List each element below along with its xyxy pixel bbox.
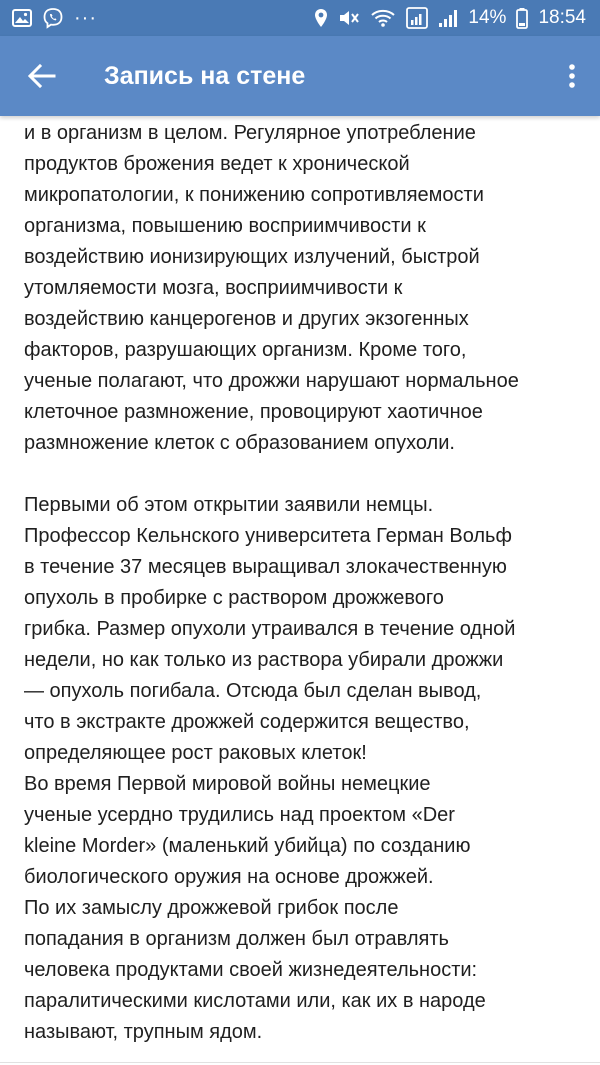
text-line: человека продуктами своей жизнедеятельности: <box>24 959 478 981</box>
back-button[interactable] <box>24 58 60 94</box>
more-options-button[interactable] <box>560 58 584 94</box>
text-line: утомляемости мозга, восприимчивости к <box>24 277 403 299</box>
text-line: По их замыслу дрожжевой грибок после <box>24 897 399 919</box>
text-line: Профессор Кельнского университета Герман Вольф <box>24 525 512 547</box>
text-line: в течение 37 месяцев выращивал злокачественную <box>24 556 507 578</box>
mute-icon <box>338 7 360 29</box>
more-notifications-indicator: ··· <box>74 6 97 29</box>
viber-icon <box>42 7 64 29</box>
text-line: ученые усердно трудились над проектом «Der <box>24 804 455 826</box>
status-left <box>12 7 97 30</box>
arrow-left-icon <box>28 64 56 88</box>
post-content <box>0 116 600 1065</box>
text-line: называют, трупным ядом. <box>24 1021 263 1043</box>
app-toolbar <box>0 36 600 116</box>
post-paragraph <box>24 490 600 1048</box>
text-line: и в организм в целом. Регулярное употребление <box>24 122 476 144</box>
text-line: размножение клеток с образованием опухоли. <box>24 432 455 454</box>
text-line: Первыми об этом открытии заявили немцы. <box>24 494 434 516</box>
text-line: недели, но как только из раствора убирали дрожжи <box>24 649 504 671</box>
text-line: Во время Первой мировой войны немецкие <box>24 773 431 795</box>
signal-icon <box>438 7 458 29</box>
gallery-icon <box>12 7 32 29</box>
text-line: воздействию канцерогенов и других экзогенных <box>24 308 469 330</box>
clock: 18:54 <box>538 7 586 28</box>
sim-signal-icon <box>406 7 428 29</box>
text-line: воздействию ионизирующих излучений, быстрой <box>24 246 480 268</box>
battery-percent: 14% <box>468 7 507 28</box>
text-line: ученые полагают, что дрожжи нарушают нормальное <box>24 370 519 392</box>
text-line: клеточное размножение, провоцируют хаотичное <box>24 401 483 423</box>
text-line: паралитическими кислотами или, как их в народе <box>24 990 486 1012</box>
text-line: организма, повышению восприимчивости к <box>24 215 426 237</box>
battery-icon <box>516 7 528 29</box>
wifi-icon <box>370 7 396 29</box>
status-right <box>314 7 586 29</box>
text-line: продуктов брожения ведет к хронической <box>24 153 410 175</box>
page-title: Запись на стене <box>104 61 306 90</box>
status-bar <box>0 0 600 36</box>
text-line: что в экстракте дрожжей содержится вещество, <box>24 711 470 733</box>
text-line: грибка. Размер опухоли утраивался в течение одной <box>24 618 516 640</box>
post-paragraph <box>24 118 600 459</box>
text-line: факторов, разрушающих организм. Кроме того, <box>24 339 467 361</box>
bottom-divider <box>0 1062 600 1063</box>
location-icon <box>314 7 328 29</box>
text-line: определяющее рост раковых клеток! <box>24 742 367 764</box>
text-line: — опухоль погибала. Отсюда был сделан вывод, <box>24 680 482 702</box>
text-line: микропатологии, к понижению сопротивляемости <box>24 184 484 206</box>
text-line: опухоль в пробирке с раствором дрожжевого <box>24 587 444 609</box>
more-vertical-icon <box>568 63 576 89</box>
paragraph-gap <box>24 459 600 490</box>
text-line: биологического оружия на основе дрожжей. <box>24 866 434 888</box>
text-line: попадания в организм должен был отравлять <box>24 928 449 950</box>
text-line: kleine Morder» (маленький убийца) по созданию <box>24 835 471 857</box>
